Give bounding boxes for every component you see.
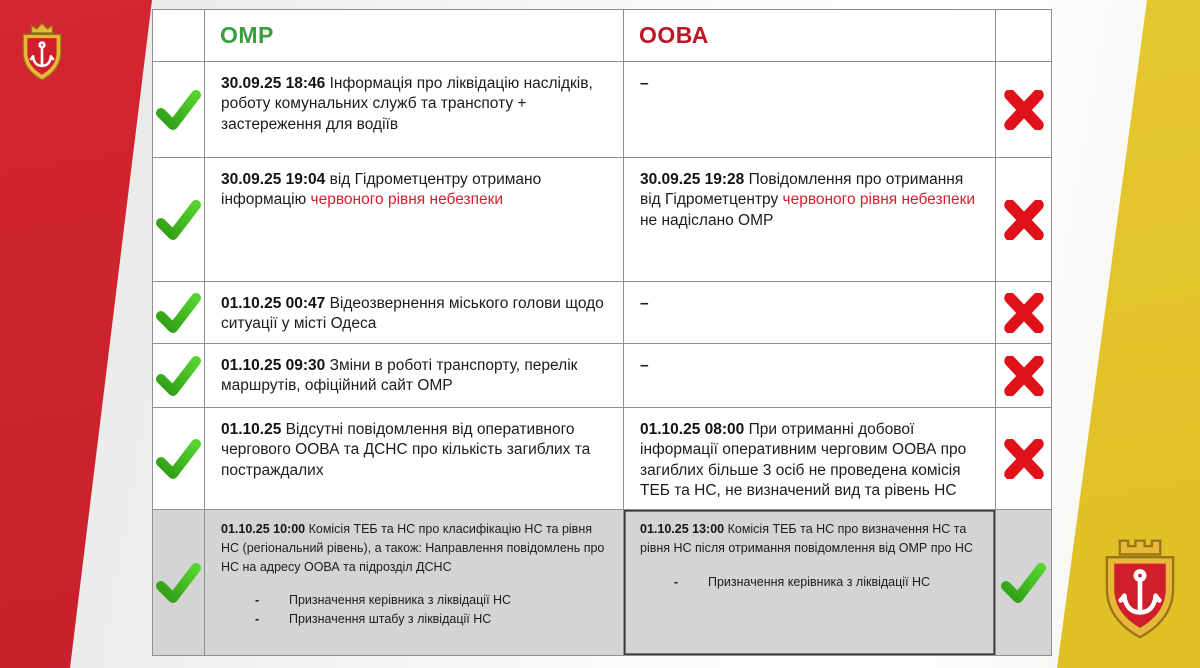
cross-icon (1003, 356, 1045, 396)
omr-cell-row-4 (205, 344, 624, 408)
text-segment: Відеозвернення міського голови щодо ситуації у місті Одеса (221, 295, 604, 333)
text-segment: від Гідрометцентру отримано інформацію (221, 171, 542, 209)
cross-icon (1003, 439, 1045, 479)
status-cross-cell (996, 62, 1051, 158)
cell-text (640, 356, 979, 376)
cross-icon (1003, 200, 1045, 240)
bullet-dash: - (255, 593, 260, 608)
text-segment: 01.10.25 08:00 (640, 421, 745, 438)
status-check-cell (153, 158, 205, 282)
omr-header-label: ОМР (220, 22, 274, 48)
bullet-text: Призначення керівника з ліквідації НС (708, 574, 931, 589)
bullet-text: Призначення керівника з ліквідації НС (289, 593, 512, 608)
odesa-coat-of-arms-top-left (15, 22, 69, 82)
cross-icon (1003, 293, 1045, 333)
status-check-cell (153, 408, 205, 510)
bullet-text: Призначення штабу з ліквідації НС (289, 612, 492, 626)
text-segment: 01.10.25 00:47 (221, 295, 326, 312)
text-segment: – (640, 357, 649, 374)
omr-cell-row-5 (205, 408, 624, 510)
check-icon (155, 89, 202, 130)
bullet-list (640, 573, 979, 592)
text-segment: Зміни в роботі транспорту, перелік маршрутів, офіційний сайт ОМР (221, 357, 578, 395)
cell-text (221, 74, 607, 135)
oova-cell-row-2 (624, 158, 996, 282)
text-segment: не надіслано ОМР (640, 211, 774, 229)
text-segment: червоного рівня небезпеки (310, 191, 504, 209)
status-check-cell (153, 344, 205, 408)
status-check-cell (153, 282, 205, 344)
oova-cell-row-5 (624, 408, 996, 510)
text-segment: – (640, 75, 649, 92)
text-segment: – (640, 295, 649, 312)
header-check-spacer (153, 10, 205, 62)
check-icon (155, 199, 202, 240)
status-cross-cell (996, 408, 1051, 510)
check-icon (1000, 562, 1047, 603)
omr-cell-row-2 (205, 158, 624, 282)
text-segment: 01.10.25 13:00 (640, 522, 725, 536)
cell-text (640, 74, 979, 94)
text-segment: 30.09.25 19:28 (640, 171, 745, 188)
text-segment: Відсутні повідомлення від оперативного чергового ООВА та ДСНС про кількість загиблих та постраждалих (221, 421, 591, 479)
text-segment: 01.10.25 09:30 (221, 357, 326, 374)
oova-cell-row-6 (624, 510, 996, 655)
check-icon (155, 355, 202, 396)
cell-text (221, 294, 607, 335)
bullet-item (221, 591, 607, 610)
check-icon (155, 292, 202, 333)
bullet-item (221, 610, 607, 629)
text-segment: 01.10.25 (221, 421, 282, 438)
status-cross-cell (996, 158, 1051, 282)
coat-of-arms-icon (1094, 526, 1186, 650)
text-segment: 01.10.25 10:00 (221, 522, 306, 536)
header-omr-cell (205, 10, 624, 62)
cell-text (640, 520, 979, 558)
oova-cell-row-1 (624, 62, 996, 158)
check-icon (155, 438, 202, 479)
status-check-cell (153, 62, 205, 158)
cell-text (640, 420, 979, 502)
oova-cell-row-4 (624, 344, 996, 408)
oova-cell-row-3 (624, 282, 996, 344)
text-segment: 30.09.25 18:46 (221, 75, 326, 92)
text-segment: 30.09.25 19:04 (221, 171, 326, 188)
text-segment: Повідомлення про отримання від Гідрометцентру (640, 171, 964, 209)
bullet-item (640, 573, 979, 592)
omr-cell-row-1 (205, 62, 624, 158)
check-icon (155, 562, 202, 603)
text-segment: червоного рівня небезпеки (782, 191, 976, 209)
cell-text (221, 520, 607, 576)
header-status-spacer (996, 10, 1051, 62)
comparison-table (152, 9, 1052, 656)
cell-text (640, 294, 979, 314)
cross-icon (1003, 90, 1045, 130)
text-segment: Комісія ТЕБ та НС про класифікацію НС та рівня НС (регіональний рівень), а також: Направлення повідомлень про НС на адресу ООВА та підрозділ ДСНС (221, 522, 605, 574)
oova-header-label: ООВА (639, 22, 709, 48)
bullet-dash: - (255, 612, 260, 626)
cell-text (640, 170, 979, 231)
header-oova-cell (624, 10, 996, 62)
bullet-list (221, 591, 607, 629)
cell-text (221, 420, 607, 481)
status-cross-cell (996, 344, 1051, 408)
cell-text (221, 170, 607, 211)
bullet-dash: - (674, 574, 679, 589)
odesa-coat-of-arms-bottom-right (1094, 526, 1186, 650)
omr-cell-row-6 (205, 510, 624, 655)
status-check-cell (996, 510, 1051, 655)
omr-cell-row-3 (205, 282, 624, 344)
text-segment: Комісія ТЕБ та НС про визначення НС та рівня НС після отримання повідомлення від ОМР про НС (640, 522, 973, 555)
text-segment: При отриманні добової інформації оперативним черговим ООВА про загиблих більше 3 осіб не проведена комісія ТЕБ та НС, не визначений вид та рівень НС (640, 421, 967, 500)
text-segment: Інформація про ліквідацію наслідків, роботу комунальних служб та транспоту + застереження для водіїв (221, 75, 593, 133)
cell-text (221, 356, 607, 397)
coat-of-arms-icon (15, 22, 69, 82)
status-check-cell (153, 510, 205, 655)
status-cross-cell (996, 282, 1051, 344)
